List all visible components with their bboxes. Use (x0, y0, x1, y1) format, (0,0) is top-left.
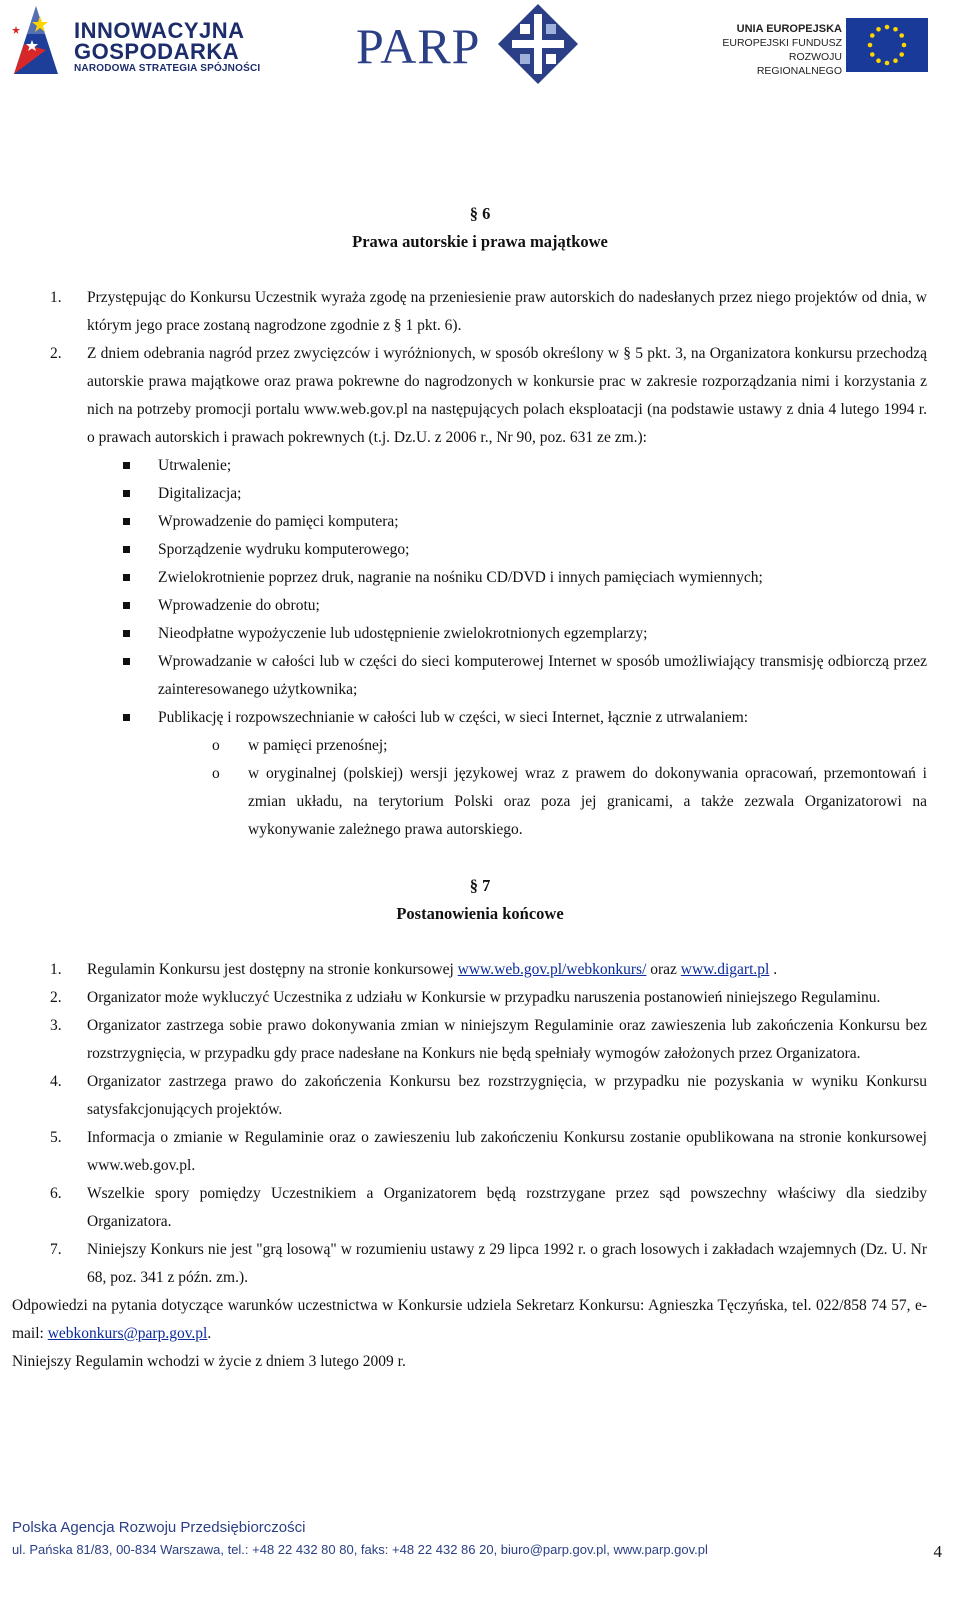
list-item-number: 7. (50, 1241, 62, 1258)
bullet-item (0, 592, 960, 620)
list-item-text: Organizator zastrzega prawo do zakończenia Konkursu bez rozstrzygnięcia, w przypadku nie pozyskania w wyniku Konkursu satysfakcjonujących projektów. (87, 1073, 927, 1118)
bullet-text: Utrwalenie; (158, 457, 232, 474)
bullet-text: Wprowadzenie do obrotu; (158, 597, 320, 614)
bullet-item (0, 452, 960, 480)
list-item (0, 956, 960, 984)
contact-paragraph (0, 1292, 960, 1348)
square-bullet-icon (123, 602, 130, 609)
list-item-number: 1. (50, 961, 62, 978)
list-item-number: 2. (50, 345, 62, 362)
list-item-number: 1. (50, 289, 62, 306)
section-7-title: Postanowienia końcowe (396, 904, 564, 923)
list-item-text: Organizator zastrzega sobie prawo dokonywania zmian w niniejszym Regulaminie oraz zawieszenia lub zakończenia Konkursu bez rozstrzygnięcia, w przypadku gdy prace nadesłane na Konkurs nie będą spełniały wymogów założonych przez Organizatora. (87, 1017, 927, 1062)
bullet-text: Wprowadzenie do pamięci komputera; (158, 513, 399, 530)
parp-logo (356, 6, 596, 86)
square-bullet-icon (123, 490, 130, 497)
innowacyjna-gospodarka-logo-icon (6, 4, 66, 82)
list-item-text: Przystępując do Konkursu Uczestnik wyraża zgodę na przeniesienie praw autorskich do nadesłanych przez niego projektów od dnia, w którym jego prace zostaną nagrodzone zgodnie z § 1 pkt. 6). (87, 289, 927, 334)
footer-address: ul. Pańska 81/83, 00-834 Warszawa, tel.: +48 22 432 80 80, faks: +48 22 432 86 20, biuro@parp.gov.pl, www.parp.gov.pl (12, 1542, 708, 1557)
list-item (0, 1124, 960, 1180)
bullet-item (0, 620, 960, 648)
list-item-text: Wszelkie spory pomiędzy Uczestnikiem a Organizatorem będą rozstrzygane przez sąd powszechny właściwy dla siedziby Organizatora. (87, 1185, 927, 1230)
list-item (0, 1180, 960, 1236)
logo-line-2: GOSPODARKA (74, 39, 240, 64)
list-item (0, 284, 960, 340)
square-bullet-icon (123, 518, 130, 525)
parp-logo-icon (496, 2, 580, 86)
eu-line-1: UNIA EUROPEJSKA (736, 23, 842, 35)
contact-text: Odpowiedzi na pytania dotyczące warunków uczestnictwa w Konkursie udziela Sekretarz Konkursu: Agnieszka Tęczyńska, tel. 022/858 74 57, e-mail: (12, 1297, 927, 1342)
list-item-number: 5. (50, 1129, 62, 1146)
section-7-number: § 7 (469, 876, 491, 895)
logo-line-1: INNOWACYJNA (74, 18, 245, 43)
square-bullet-icon (123, 546, 130, 553)
circle-bullet-icon: o (212, 737, 220, 754)
circle-bullet-icon: o (212, 765, 220, 782)
exploitation-fields-list (0, 452, 960, 732)
square-bullet-icon (123, 574, 130, 581)
sub-item-text: w oryginalnej (polskiej) wersji językowej wraz z prawem do dokonywania opracowań, przemontowań i zmian układu, na terytorium Polski oraz poza jej granicami, a także zezwala Organizatorowi na wykonywanie zależnego prawa autorskiego. (248, 765, 927, 838)
document-body (0, 200, 960, 1376)
bullet-text: Nieodpłatne wypożyczenie lub udostępnienie zwielokrotnionych egzemplarzy; (158, 625, 648, 642)
parp-wordmark: PARP (356, 18, 481, 74)
bullet-text: Wprowadzanie w całości lub w części do sieci komputerowej Internet w sposób umożliwiający transmisję odbiorczą przez zainteresowanego użytkownika; (158, 653, 927, 698)
innowacyjna-gospodarka-logo (6, 4, 266, 84)
contact-email-link[interactable]: webkonkurs@parp.gov.pl (47, 1325, 208, 1342)
eu-logo (704, 18, 954, 78)
square-bullet-icon (123, 714, 130, 721)
list-item-text-end: . (769, 961, 778, 978)
list-item-number: 4. (50, 1073, 62, 1090)
list-item-text-mid: oraz (646, 961, 681, 978)
bullet-text: Publikację i rozpowszechnianie w całości lub w części, w sieci Internet, łącznie z utrwalaniem: (158, 709, 749, 726)
sub-item (0, 760, 960, 844)
bullet-item (0, 564, 960, 592)
list-item (0, 340, 960, 452)
webkonkurs-link[interactable]: www.web.gov.pl/webkonkurs/ (457, 961, 647, 978)
digart-link[interactable]: www.digart.pl (680, 961, 770, 978)
sub-item-text: w pamięci przenośnej; (248, 737, 388, 754)
effective-date: Niniejszy Regulamin wchodzi w życie z dniem 3 lutego 2009 r. (12, 1353, 406, 1370)
bullet-item (0, 704, 960, 732)
bullet-text: Sporządzenie wydruku komputerowego; (158, 541, 410, 558)
list-item-text: Organizator może wykluczyć Uczestnika z udziału w Konkursie w przypadku naruszenia postanowień niniejszego Regulaminu. (87, 989, 881, 1006)
page-header (0, 0, 960, 95)
section-6-title: Prawa autorskie i prawa majątkowe (352, 232, 608, 251)
list-item-text: Z dniem odebrania nagród przez zwycięzców i wyróżnionych, w sposób określony w § 5 pkt. 3, na Organizatora konkursu przechodzą autorskie prawa majątkowe oraz prawa pokrewne do nagrodzonych w konkursie prac w zakresie rozporządzania nimi i korzystania z nich na potrzeby promocji portalu www.web.gov.pl na następujących polach eksploatacji (na podstawie ustawy z dnia 4 lutego 1994 r. o prawach autorskich i prawach pokrewnych (t.j. Dz.U. z 2006 r., Nr 90, poz. 631 ze zm.): (87, 345, 927, 446)
section-6-number: § 6 (469, 204, 491, 223)
square-bullet-icon (123, 658, 130, 665)
list-item-number: 6. (50, 1185, 62, 1202)
bullet-text: Digitalizacja; (158, 485, 242, 502)
list-item-text: Niniejszy Konkurs nie jest "grą losową" w rozumieniu ustawy z 29 lipca 1992 r. o grach losowych i zakładach wzajemnych (Dz. U. Nr 68, poz. 341 z późn. zm.). (87, 1241, 927, 1286)
list-item-text: Regulamin Konkursu jest dostępny na stronie konkursowej (87, 961, 458, 978)
logo-line-3: NARODOWA STRATEGIA SPÓJNOŚCI (74, 63, 261, 74)
bullet-item (0, 480, 960, 508)
bullet-item (0, 648, 960, 704)
eu-flag-icon (846, 18, 928, 72)
square-bullet-icon (123, 630, 130, 637)
bullet-item (0, 508, 960, 536)
list-item (0, 984, 960, 1012)
list-item (0, 1236, 960, 1292)
page-number: 4 (933, 1542, 942, 1561)
list-item (0, 1068, 960, 1124)
sub-item (0, 732, 960, 760)
square-bullet-icon (123, 462, 130, 469)
list-item-number: 3. (50, 1017, 62, 1034)
footer-org-name: Polska Agencja Rozwoju Przedsiębiorczości (12, 1519, 306, 1536)
list-item (0, 1012, 960, 1068)
list-item-text: Informacja o zmianie w Regulaminie oraz o zawieszeniu lub zakończeniu Konkursu zostanie opublikowana na stronie konkursowej www.web.gov.pl. (87, 1129, 927, 1174)
bullet-item (0, 536, 960, 564)
bullet-text: Zwielokrotnienie poprzez druk, nagranie na nośniku CD/DVD i innych pamięciach wymiennych; (158, 569, 763, 586)
eu-line-2: EUROPEJSKI FUNDUSZ (722, 37, 842, 49)
section-6-list (0, 284, 960, 452)
page-footer (12, 1518, 948, 1560)
publication-sub-list (0, 732, 960, 844)
section-7-list (0, 956, 960, 1292)
list-item-number: 2. (50, 989, 62, 1006)
contact-text-end: . (207, 1325, 212, 1342)
eu-line-3: ROZWOJU REGIONALNEGO (756, 51, 842, 77)
